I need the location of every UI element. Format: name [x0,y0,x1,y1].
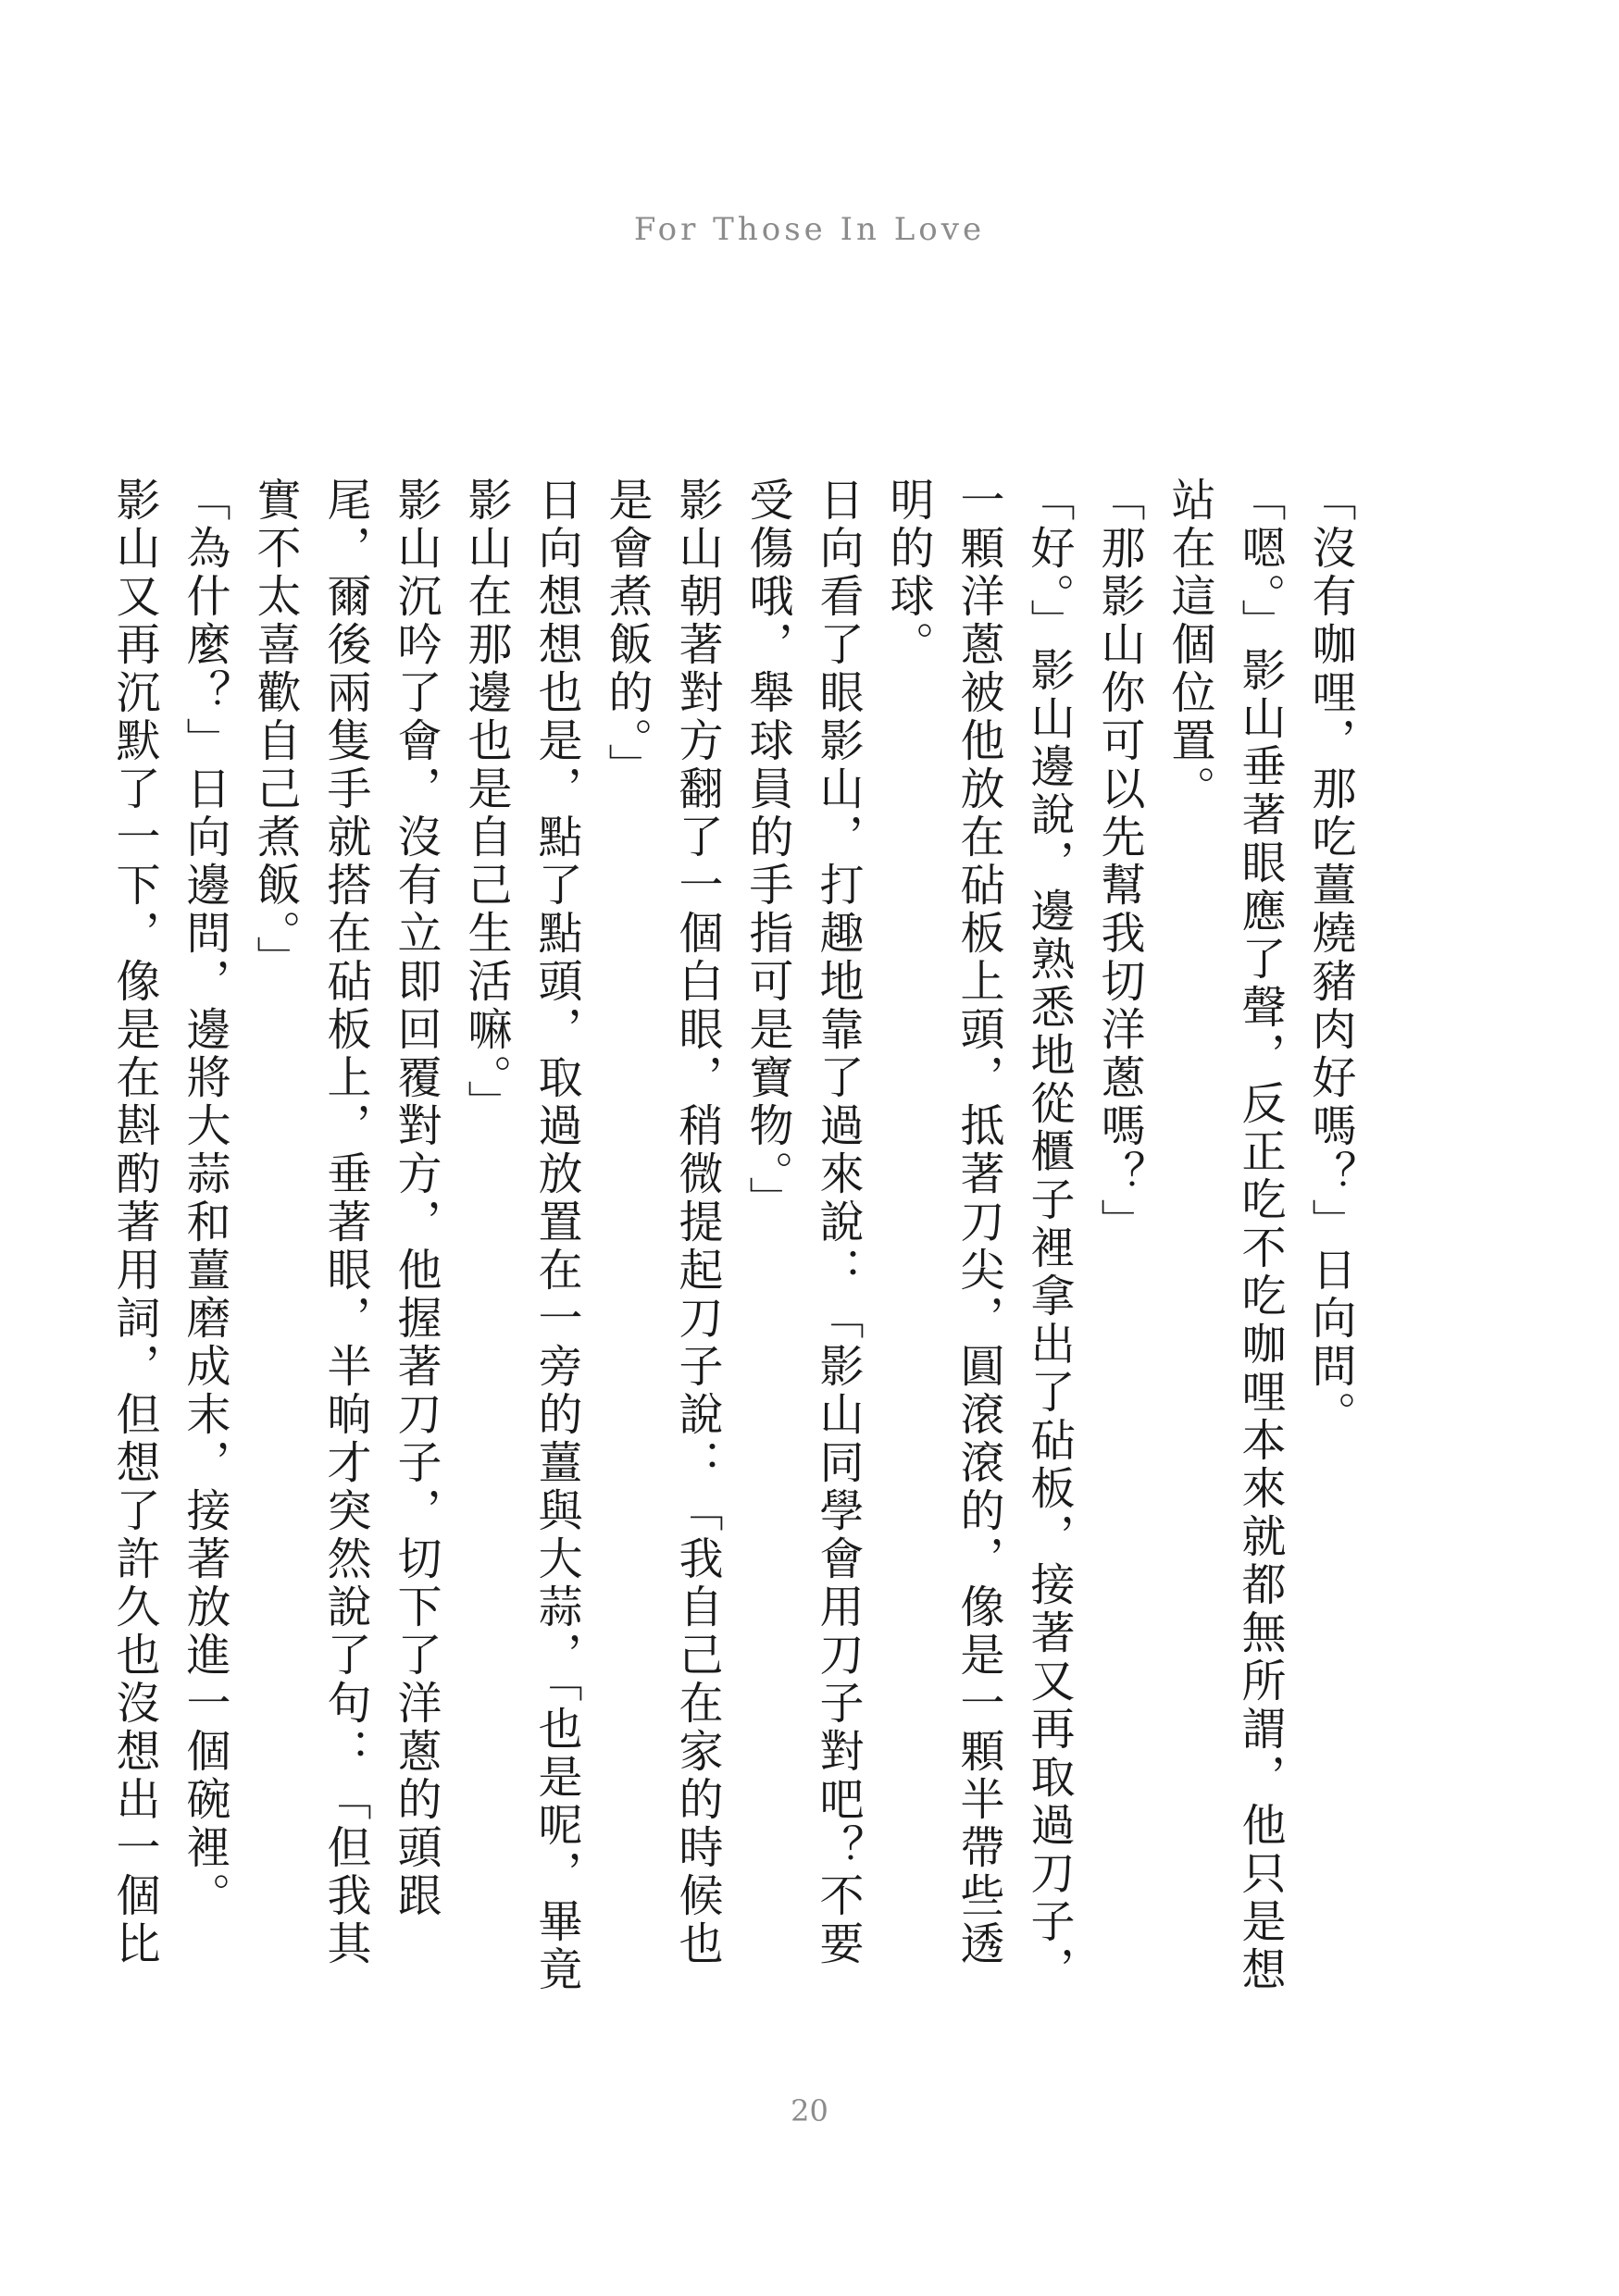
paragraph: 「為什麼？」日向邊問，邊將大蒜和薑磨成末，接著放進一個碗裡。 [179,477,230,1920]
paragraph: 日向看了眼影山，打趣地靠了過來說：「影山同學會用刀子對吧？不要受傷哦，舉球員的手指可是寶物。」 [741,477,864,1968]
paragraph: 影山朝著對方翻了一個白眼，稍微提起刀子說：「我自己在家的時候也是會煮飯的。」 [601,477,723,1968]
paragraph: 「嗯。」影山垂著眼應了聲，反正吃不吃咖哩本來就都無所謂，他只是想站在這個位置。 [1164,477,1286,1994]
paragraph: 影山又再沉默了一下，像是在斟酌著用詞，但想了許久也沒想出一個比 [108,477,160,1968]
paragraph: 影山沉吟了會，沒有立即回覆對方，他握著刀子，切下了洋蔥的頭跟尾，爾後兩隻手就搭在砧板上，垂著眼，半晌才突然說了句：「但我其實不太喜歡自己煮飯。」 [249,477,442,1968]
vertical-text-body [108,477,1365,1994]
paragraph: 「那影山你可以先幫我切洋蔥嗎？」 [1093,477,1145,1247]
paragraph: 日向想想也是，點了點頭，取過放置在一旁的薑與大蒜，「也是呢，畢竟影山在那邊也是自己生活嘛。」 [460,477,582,1994]
paragraph: 「好。」影山邊說，邊熟悉地從櫃子裡拿出了砧板，接著又再取過刀子，一顆洋蔥被他放在砧板上頭，抵著刀尖，圓滾滾的，像是一顆半帶些透明的球。 [882,477,1075,1994]
page-number: 20 [791,2093,828,2128]
running-header-title: For Those In Love [633,211,986,248]
paragraph: 「沒有咖哩，那吃薑燒豬肉好嗎？」日向問。 [1304,477,1356,1439]
